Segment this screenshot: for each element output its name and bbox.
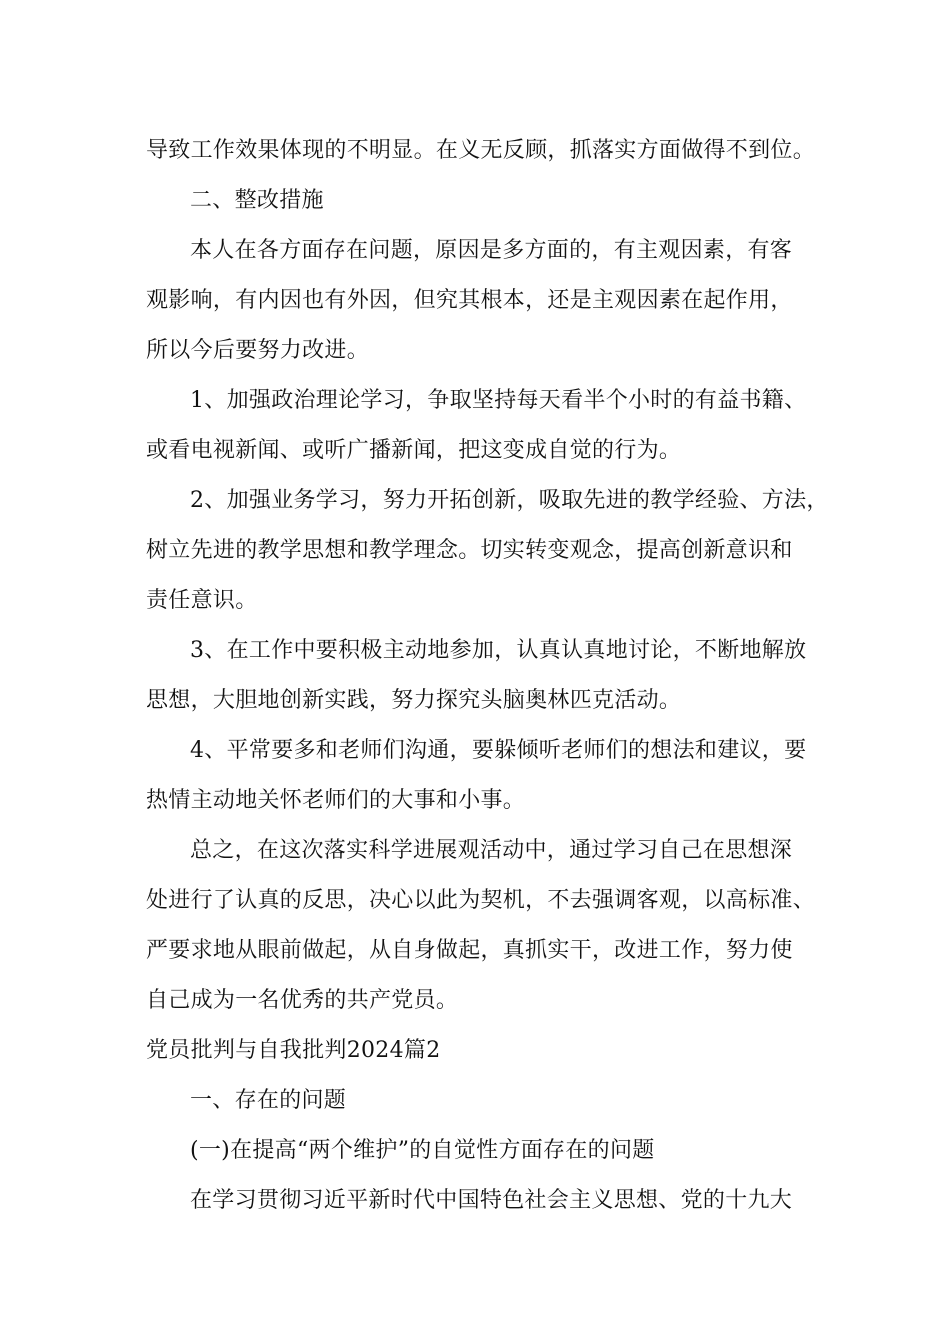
- list-item-1: 1、加强政治理论学习，争取坚持每天看半个小时的有益书籍、: [190, 388, 807, 413]
- list-item-3: 3、在工作中要积极主动地参加，认真认真地讨论，不断地解放: [190, 638, 807, 663]
- paragraph-first-line: 在学习贯彻习近平新时代中国特色社会主义思想、党的十九大: [190, 1188, 793, 1213]
- body-text-line: 观影响，有内因也有外因，但究其根本，还是主观因素在起作用，: [146, 288, 793, 313]
- body-text-line: 导致工作效果体现的不明显。在义无反顾，抓落实方面做得不到位。: [146, 138, 816, 163]
- list-item-4: 4、平常要多和老师们沟通，要躲倾听老师们的想法和建议，要: [190, 738, 807, 763]
- body-text-line: 思想，大胆地创新实践，努力探究头脑奥林匹克活动。: [146, 688, 682, 713]
- subsection-heading: (一)在提高“两个维护”的自觉性方面存在的问题: [190, 1138, 655, 1163]
- body-text-line: 自己成为一名优秀的共产党员。: [146, 988, 459, 1013]
- body-text-line: 严要求地从眼前做起，从自身做起，真抓实干，改进工作，努力使: [146, 938, 793, 963]
- paragraph-first-line: 本人在各方面存在问题，原因是多方面的，有主观因素，有客: [190, 238, 793, 263]
- section-heading: 一、存在的问题: [190, 1088, 347, 1113]
- body-text-line: 树立先进的教学思想和教学理念。切实转变观念，提高创新意识和: [146, 538, 793, 563]
- body-text-line: 热情主动地关怀老师们的大事和小事。: [146, 788, 526, 813]
- section-heading: 二、整改措施: [190, 188, 324, 213]
- article-title: 党员批判与自我批判2024篇2: [146, 1038, 441, 1063]
- paragraph-first-line: 总之，在这次落实科学进展观活动中，通过学习自己在思想深: [190, 838, 793, 863]
- body-text-line: 责任意识。: [146, 588, 258, 613]
- list-item-2: 2、加强业务学习，努力开拓创新，吸取先进的教学经验、方法，: [190, 488, 829, 513]
- body-text-line: 所以今后要努力改进。: [146, 338, 370, 363]
- body-text-line: 处进行了认真的反思，决心以此为契机，不去强调客观，以高标准、: [146, 888, 816, 913]
- body-text-line: 或看电视新闻、或听广播新闻，把这变成自觉的行为。: [146, 438, 682, 463]
